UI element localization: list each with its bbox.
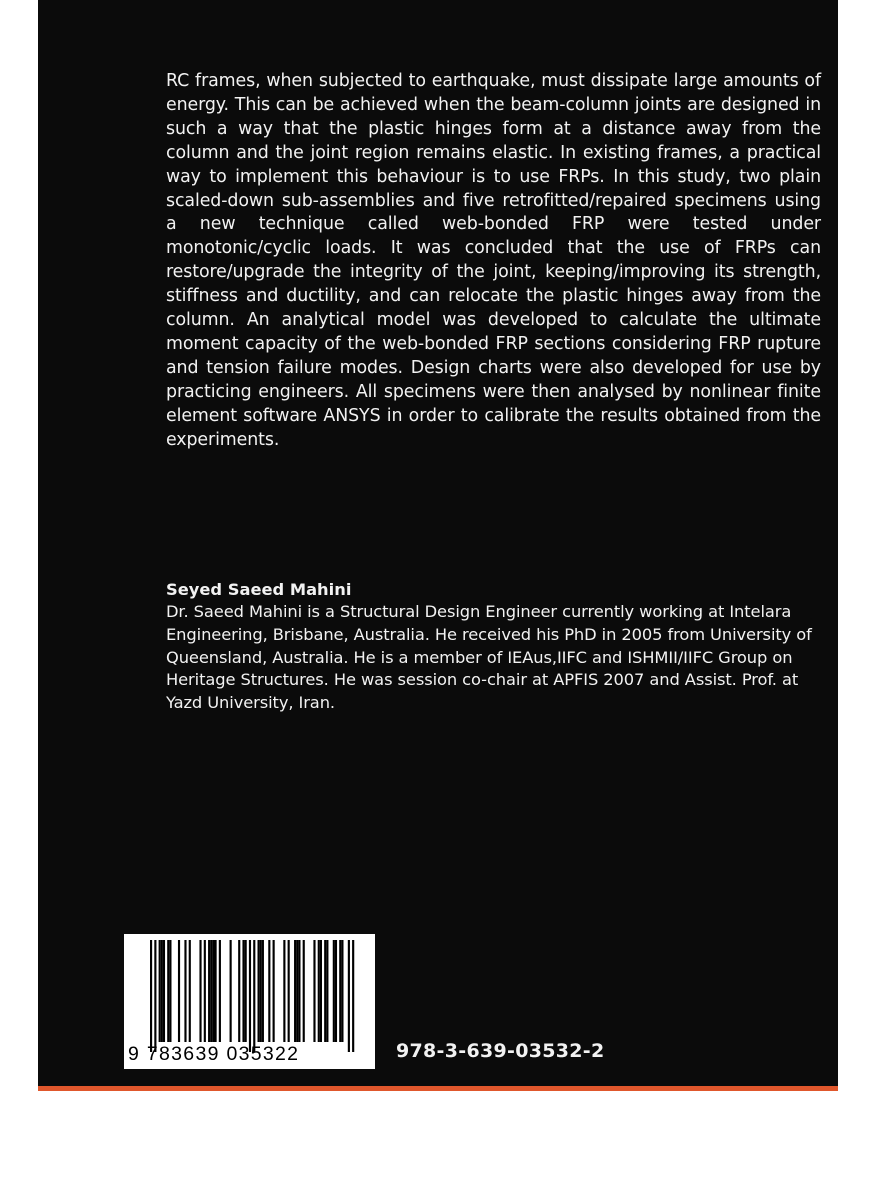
barcode-bar xyxy=(318,940,320,1042)
barcode xyxy=(124,934,375,1069)
barcode-bar xyxy=(313,940,315,1042)
barcode-bar xyxy=(212,940,214,1042)
barcode-guard-bar xyxy=(249,940,251,1052)
barcode-bar xyxy=(326,940,328,1042)
back-cover xyxy=(38,0,838,1086)
barcode-bar xyxy=(215,940,217,1042)
barcode-bar xyxy=(333,940,335,1042)
barcode-bar xyxy=(245,940,247,1042)
barcode-bar xyxy=(238,940,240,1042)
barcode-bar xyxy=(204,940,206,1042)
author-bio: Dr. Saeed Mahini is a Structural Design Engineer currently working at Intelara Engineering, Brisbane, Australia. He received his PhD in 2005 from University of Queensland, Australia. He is a member of IEAus,IIFC and ISHMII/IIFC Group on Heritage Structures. He was session co-chair at APFIS 2007 and Assist. Prof. at Yazd University, Iran. xyxy=(166,602,812,713)
barcode-bar xyxy=(159,940,161,1042)
barcode-bar xyxy=(178,940,180,1042)
book-abstract: RC frames, when subjected to earthquake, must dissipate large amounts of energy. This can be achieved when the beam-column joints are designed in such a way that the plastic hinges form at a distance away from the column and the joint region remains elastic. In existing frames, a practical way to implement this behaviour is to use FRPs. In this study, two plain scaled-down sub-assemblies and five retrofitted/repaired specimens using a new technique called web-bonded FRP were tested under monotonic/cyclic loads. It was concluded that the use of FRPs can restore/upgrade the integrity of the joint, keeping/improving its strength, stiffness and ductility, and can relocate the plastic hinges away from the column. An analytical model was developed to calculate the ultimate moment capacity of the web-bonded FRP sections considering FRP rupture and tension failure modes. Design charts were also developed for use by practicing engineers. All specimens were then analysed by nonlinear finite element software ANSYS in order to calibrate the results obtained from the experiments. xyxy=(166,71,821,450)
barcode-bar xyxy=(208,940,210,1042)
barcode-bar xyxy=(339,940,341,1042)
barcode-bar xyxy=(260,940,262,1042)
author-name: Seyed Saeed Mahini xyxy=(166,580,352,599)
barcode-bar xyxy=(341,940,343,1042)
barcode-bar xyxy=(163,940,165,1042)
barcode-bar xyxy=(283,940,285,1042)
barcode-bar xyxy=(219,940,221,1042)
barcode-bar xyxy=(189,940,191,1042)
barcode-bar xyxy=(298,940,300,1042)
barcode-bar xyxy=(258,940,260,1042)
isbn-number: 978-3-639-03532-2 xyxy=(396,1040,605,1062)
barcode-bar xyxy=(324,940,326,1042)
barcode-digits: 9 783639 035322 xyxy=(128,1043,300,1065)
barcode-guard-bar xyxy=(150,940,152,1052)
barcode-bar xyxy=(262,940,264,1042)
barcode-guard-bar xyxy=(154,940,156,1052)
barcode-bar xyxy=(169,940,171,1042)
bottom-stripe xyxy=(38,1086,838,1091)
barcode-bar xyxy=(161,940,163,1042)
barcode-guard-bar xyxy=(352,940,354,1052)
barcode-bar xyxy=(273,940,275,1042)
barcode-bar xyxy=(320,940,322,1042)
barcode-guard-bar xyxy=(348,940,350,1052)
barcode-bar xyxy=(230,940,232,1042)
barcode-bar xyxy=(242,940,244,1042)
barcode-bar xyxy=(199,940,201,1042)
barcode-bar xyxy=(335,940,337,1042)
barcode-bar xyxy=(288,940,290,1042)
barcode-bar xyxy=(210,940,212,1042)
barcode-bar xyxy=(167,940,169,1042)
barcode-guard-bar xyxy=(253,940,255,1052)
barcode-bar xyxy=(294,940,296,1042)
barcode-bar xyxy=(268,940,270,1042)
barcode-bar xyxy=(303,940,305,1042)
barcode-bar xyxy=(296,940,298,1042)
barcode-bar xyxy=(184,940,186,1042)
